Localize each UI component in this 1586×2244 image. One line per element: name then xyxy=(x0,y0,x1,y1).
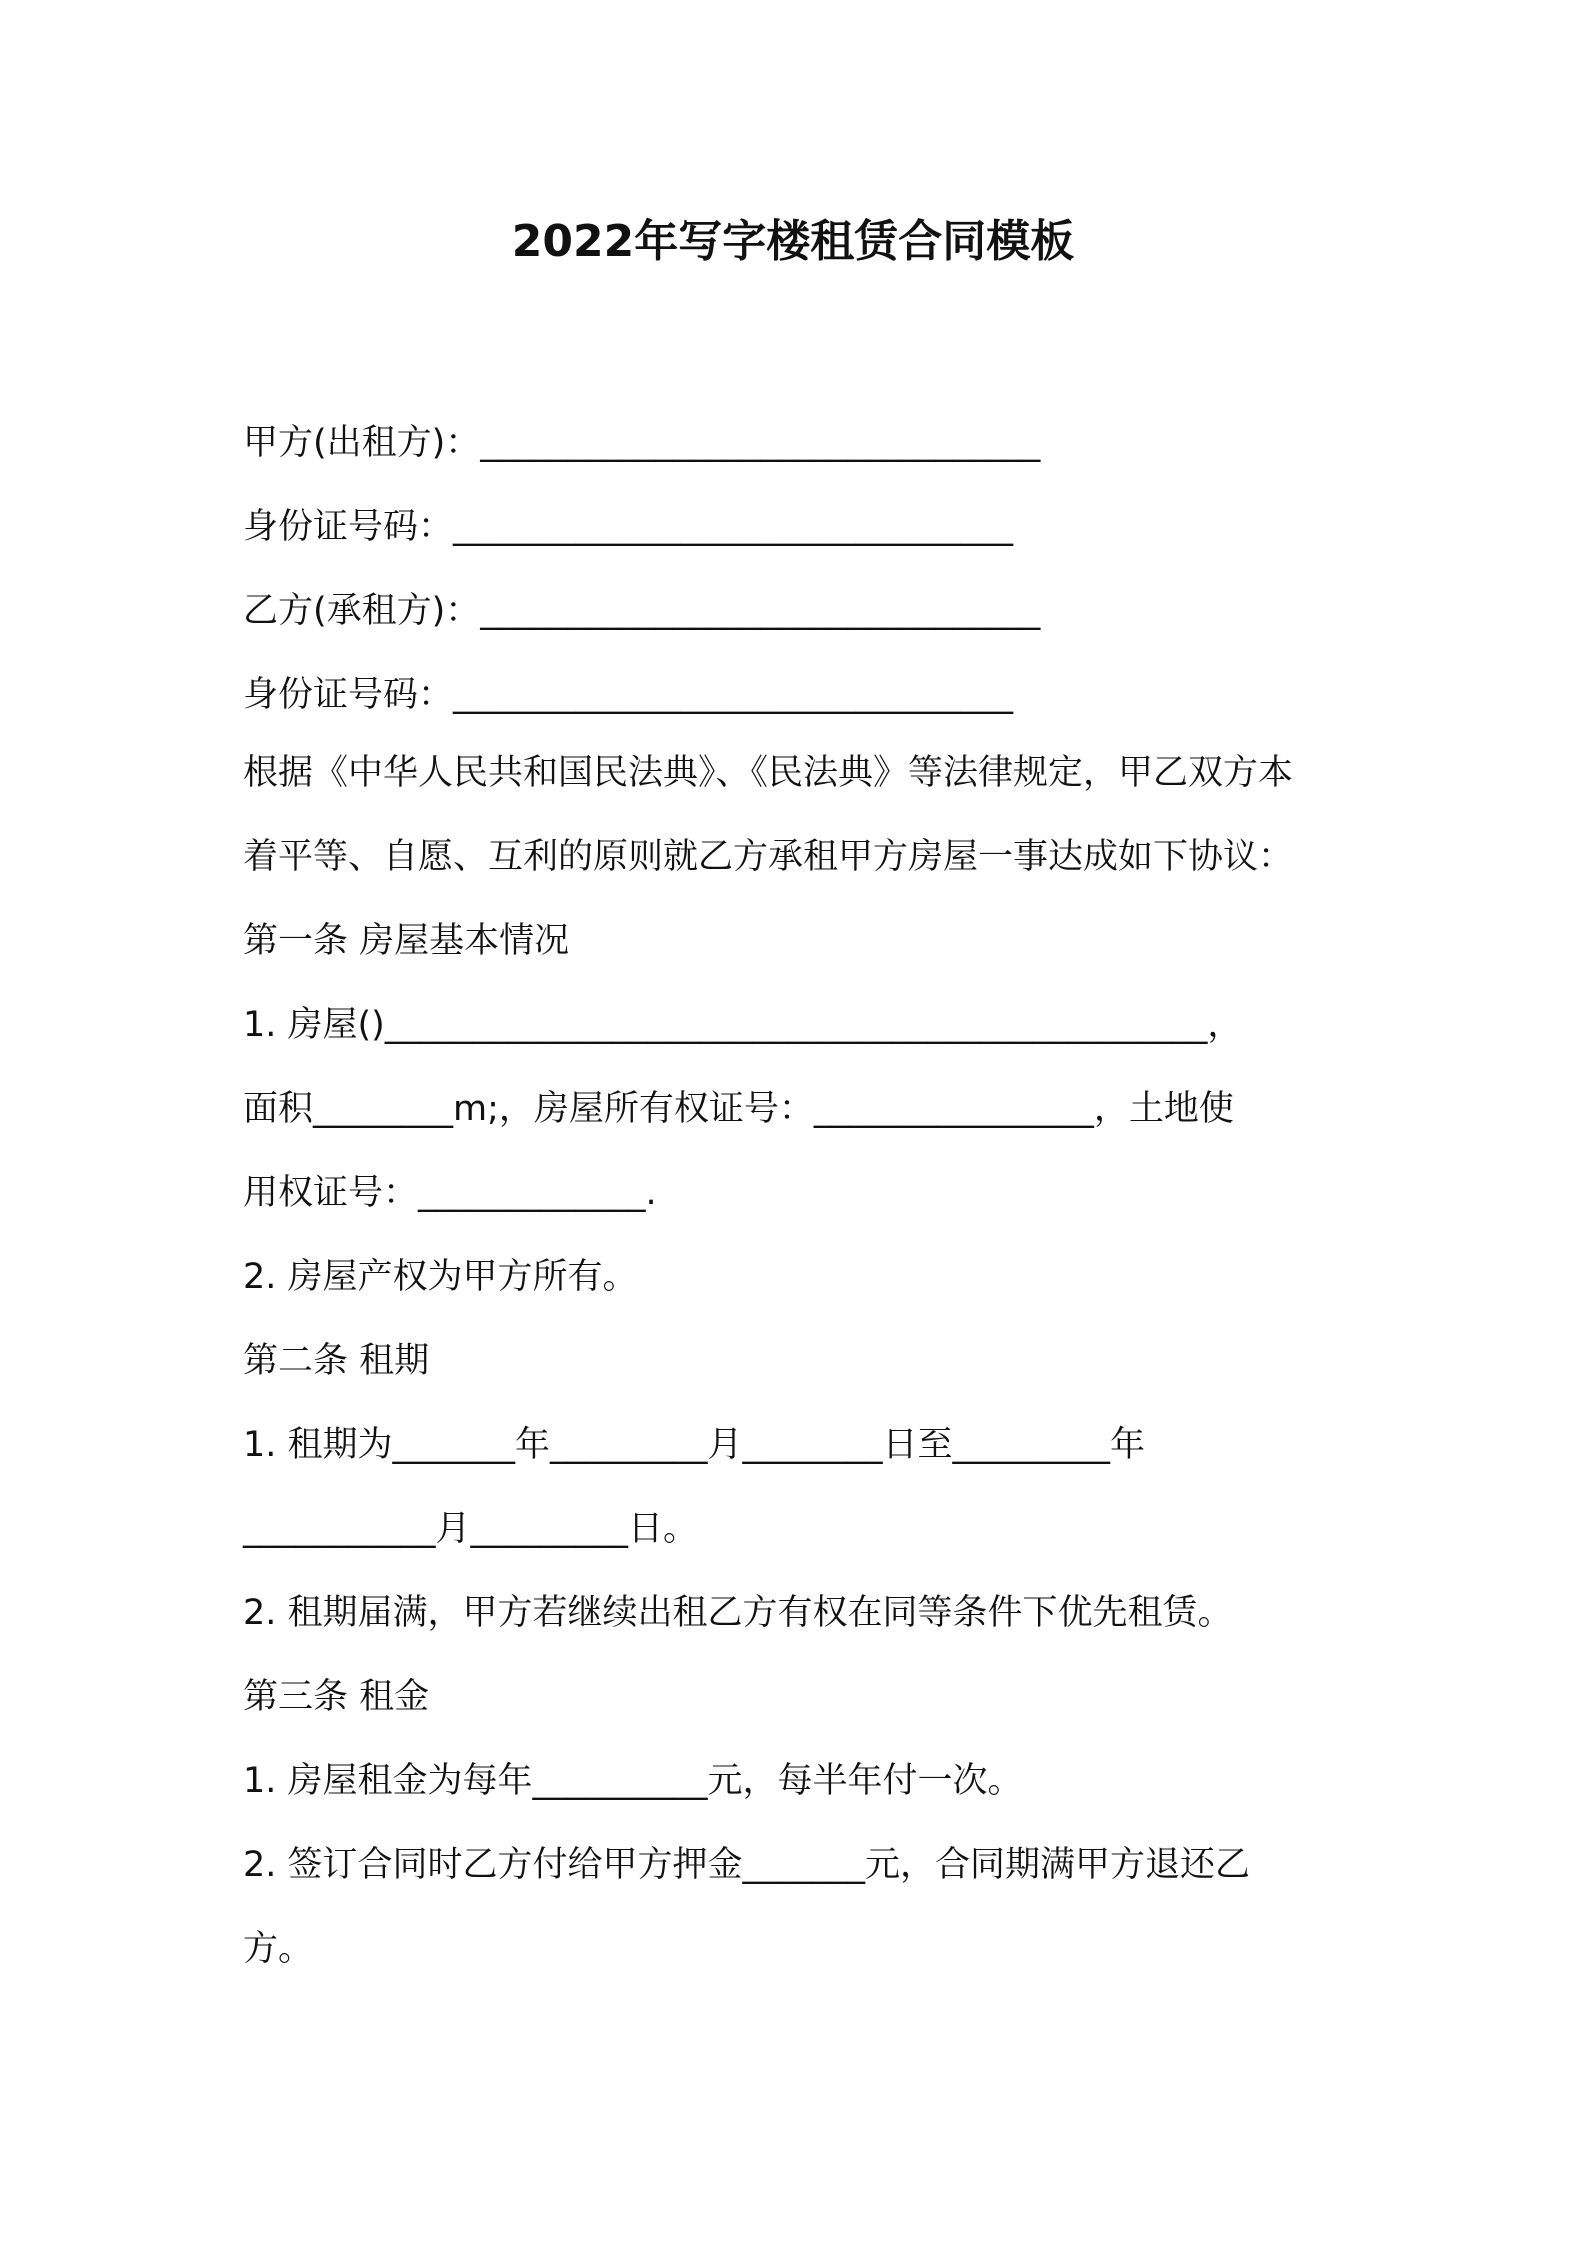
preamble-line-1: 根据《中华人民共和国民法典》、《民法典》等法律规定，甲乙双方本 xyxy=(243,753,1294,793)
document-title: 2022年写字楼租赁合同模板 xyxy=(511,216,1075,267)
article-1-item-1-line-3: 用权证号：_____________. xyxy=(243,1173,657,1213)
article-1-item-2: 2. 房屋产权为甲方所有。 xyxy=(243,1257,638,1297)
article-2-item-2: 2. 租期届满，甲方若继续出租乙方有权在同等条件下优先租赁。 xyxy=(243,1593,1233,1633)
article-3-heading: 第三条 租金 xyxy=(243,1677,430,1717)
article-3-item-2-line-1: 2. 签订合同时乙方付给甲方押金_______元，合同期满甲方退还乙 xyxy=(243,1845,1251,1885)
party-b-id-line: 身份证号码：________________________________ xyxy=(243,675,1014,715)
article-1-heading: 第一条 房屋基本情况 xyxy=(243,921,570,961)
party-b-line: 乙方(承租方)：________________________________ xyxy=(243,591,1041,631)
article-1-item-1-line-1: 1. 房屋()_______________________________________________， xyxy=(243,1005,1243,1045)
article-2-item-1-line-1: 1. 租期为_______年_________月________日至_________年 xyxy=(243,1425,1146,1465)
party-a-id-line: 身份证号码：________________________________ xyxy=(243,507,1014,547)
article-3-item-1: 1. 房屋租金为每年__________元，每半年付一次。 xyxy=(243,1761,1023,1801)
party-a-line: 甲方(出租方)：________________________________ xyxy=(243,423,1041,463)
article-1-item-1-line-2: 面积________m;，房屋所有权证号：________________，土地使 xyxy=(243,1089,1234,1129)
preamble-line-2: 着平等、自愿、互利的原则就乙方承租甲方房屋一事达成如下协议： xyxy=(243,837,1294,877)
article-3-item-2-line-2: 方。 xyxy=(243,1929,314,1969)
article-2-heading: 第二条 租期 xyxy=(243,1341,430,1381)
article-2-item-1-line-2: ___________月_________日。 xyxy=(243,1509,699,1549)
